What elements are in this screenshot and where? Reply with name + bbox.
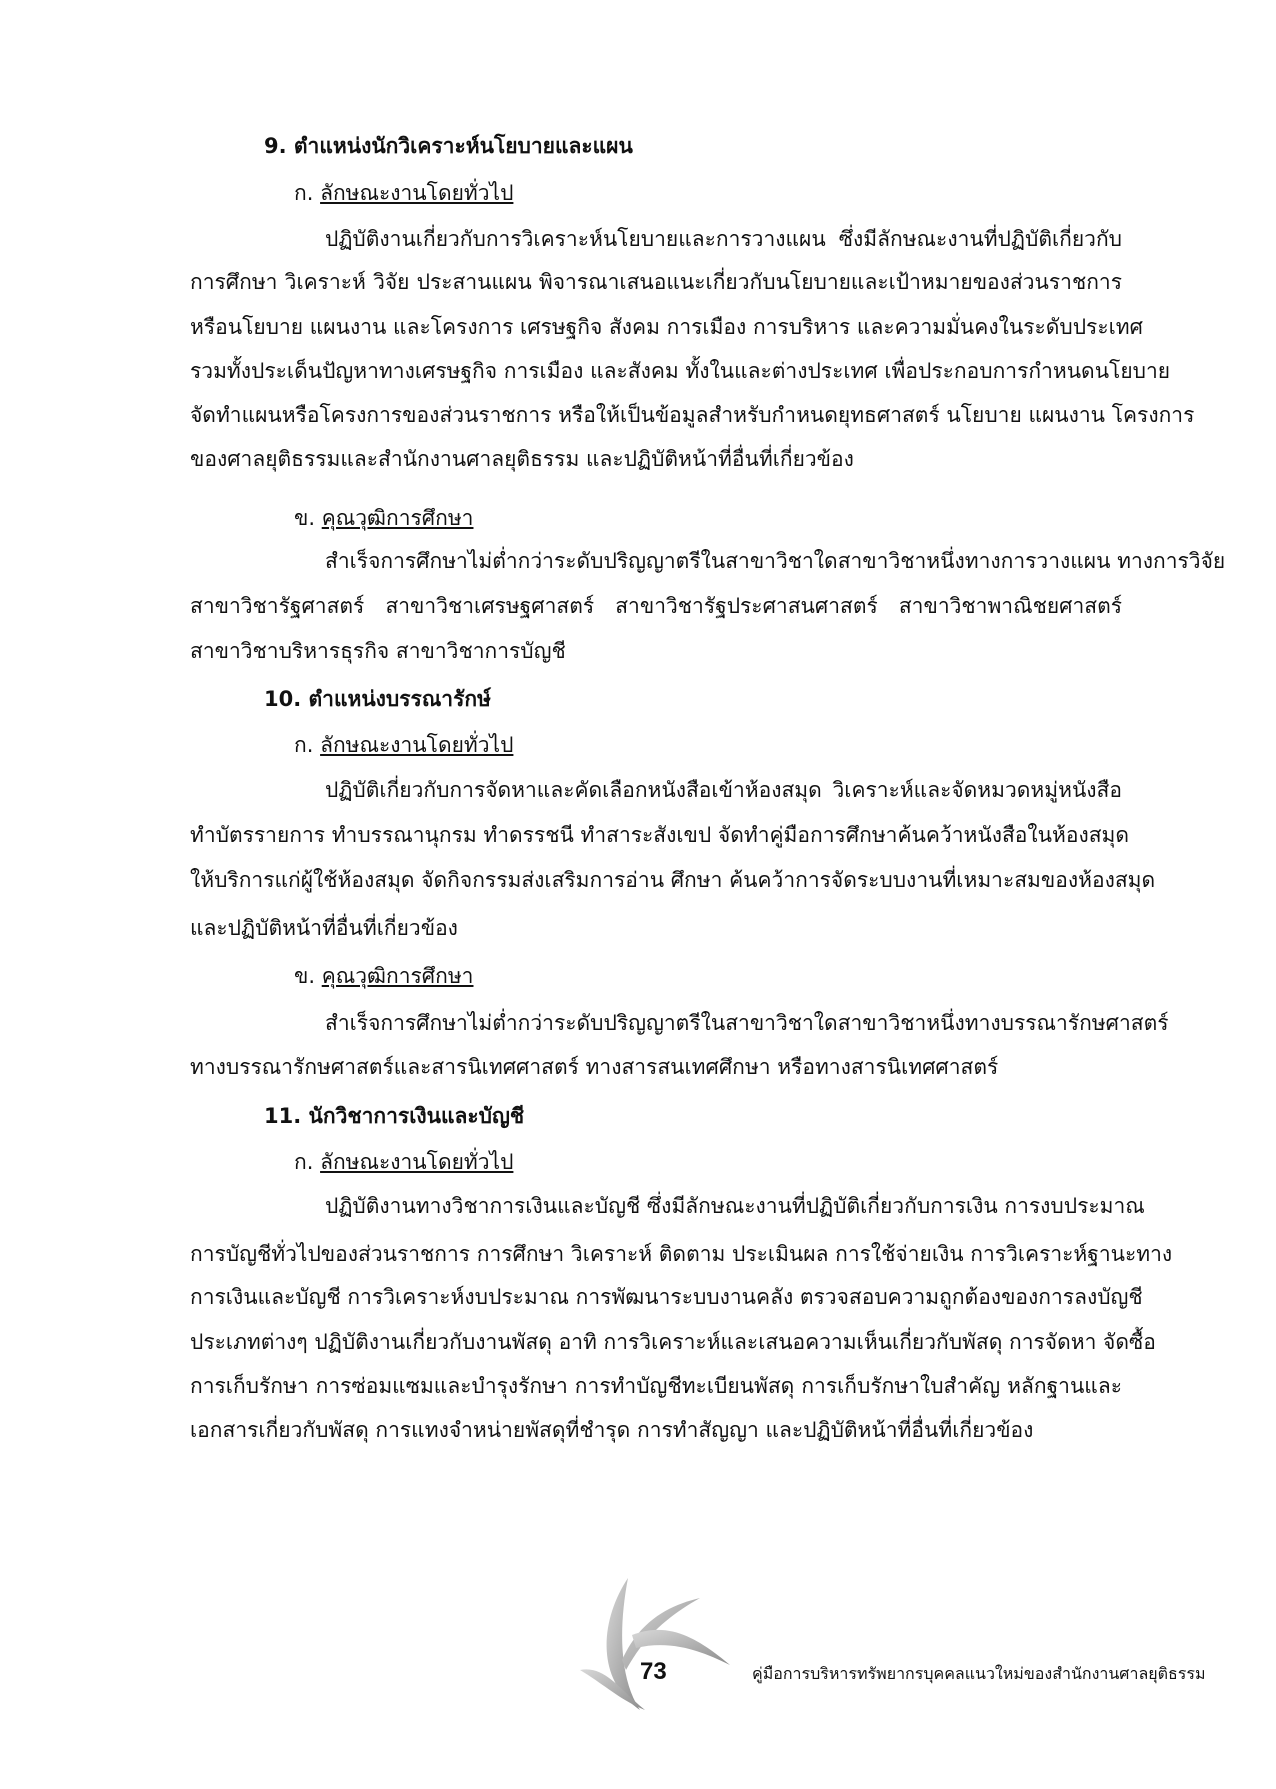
paragraph-line: สาขาวิชารัฐศาสตร์ สาขาวิชาเศรษฐศาสตร์ สาขาวิชารัฐประศาสนศาสตร์ สาขาวิชาพาณิชยศาสตร์	[190, 594, 1122, 618]
swoosh-logo-icon	[560, 1560, 800, 1730]
subsection-title: ลักษณะงานโดยทั่วไป	[320, 181, 514, 205]
paragraph-line: ทางบรรณารักษศาสตร์และสารนิเทศศาสตร์ ทางสารสนเทศศึกษา หรือทางสารนิเทศศาสตร์	[190, 1055, 999, 1079]
footer-title: คู่มือการบริหารทรัพยากรบุคคลแนวใหม่ของสำนักงานศาลยุติธรรม	[752, 1664, 1206, 1683]
subsection-marker: ก.	[294, 181, 314, 205]
paragraph-line: ให้บริการแก่ผู้ใช้ห้องสมุด จัดกิจกรรมส่งเสริมการอ่าน ศึกษา ค้นคว้าการจัดระบบงานที่เหมาะสมของห้องสมุด	[190, 868, 1156, 892]
paragraph-line: หรือนโยบาย แผนงาน และโครงการ เศรษฐกิจ สังคม การเมือง การบริหาร และความมั่นคงในระดับประเทศ	[190, 315, 1143, 339]
subsection-title: คุณวุฒิการศึกษา	[321, 964, 474, 988]
paragraph-line: สำเร็จการศึกษาไม่ต่ำกว่าระดับปริญญาตรีในสาขาวิชาใดสาขาวิชาหนึ่งทางการวางแผน ทางการวิจัย	[325, 549, 1226, 573]
subsection-heading	[294, 178, 513, 208]
subsection-heading	[294, 503, 473, 533]
paragraph-line: สำเร็จการศึกษาไม่ต่ำกว่าระดับปริญญาตรีในสาขาวิชาใดสาขาวิชาหนึ่งทางบรรณารักษศาสตร์	[325, 1011, 1169, 1035]
paragraph-line: การบัญชีทั่วไปของส่วนราชการ การศึกษา วิเคราะห์ ติดตาม ประเมินผล การใช้จ่ายเงิน การวิเคราะห์ฐานะทาง	[190, 1242, 1173, 1266]
page-number: 73	[640, 1658, 667, 1685]
subsection-title: ลักษณะงานโดยทั่วไป	[320, 733, 514, 757]
paragraph-line: และปฏิบัติหน้าที่อื่นที่เกี่ยวข้อง	[190, 916, 458, 940]
subsection-title: คุณวุฒิการศึกษา	[321, 506, 474, 530]
paragraph-line: การเงินและบัญชี การวิเคราะห์งบประมาณ การพัฒนาระบบงานคลัง ตรวจสอบความถูกต้องของการลงบัญชี	[190, 1285, 1143, 1309]
section-heading: 11. นักวิชาการเงินและบัญชี	[264, 1104, 525, 1128]
paragraph-line: ปฏิบัติงานทางวิชาการเงินและบัญชี ซึ่งมีลักษณะงานที่ปฏิบัติเกี่ยวกับการเงิน การงบประมาณ	[325, 1194, 1145, 1218]
paragraph-line: ของศาลยุติธรรมและสำนักงานศาลยุติธรรม และปฏิบัติหน้าที่อื่นที่เกี่ยวข้อง	[190, 447, 854, 471]
paragraph-line: รวมทั้งประเด็นปัญหาทางเศรษฐกิจ การเมือง และสังคม ทั้งในและต่างประเทศ เพื่อประกอบการกำหนดนโยบาย	[190, 359, 1171, 383]
subsection-marker: ก.	[294, 1150, 314, 1174]
paragraph-line: สาขาวิชาบริหารธุรกิจ สาขาวิชาการบัญชี	[190, 639, 566, 663]
paragraph-line: ประเภทต่างๆ ปฏิบัติงานเกี่ยวกับงานพัสดุ อาทิ การวิเคราะห์และเสนอความเห็นเกี่ยวกับพัสดุ การจัดหา จัดซื้อ	[190, 1330, 1156, 1354]
subsection-title: ลักษณะงานโดยทั่วไป	[320, 1150, 514, 1174]
paragraph-line: การศึกษา วิเคราะห์ วิจัย ประสานแผน พิจารณาเสนอแนะเกี่ยวกับนโยบายและเป้าหมายของส่วนราชการ	[190, 270, 1122, 294]
subsection-marker: ข.	[294, 506, 316, 530]
paragraph-line: เอกสารเกี่ยวกับพัสดุ การแทงจำหน่ายพัสดุที่ชำรุด การทำสัญญา และปฏิบัติหน้าที่อื่นที่เกี่ยวข้อง	[190, 1418, 1034, 1442]
paragraph-line: ปฏิบัติเกี่ยวกับการจัดหาและคัดเลือกหนังสือเข้าห้องสมุด วิเคราะห์และจัดหมวดหมู่หนังสือ	[325, 778, 1122, 802]
paragraph-line: ปฏิบัติงานเกี่ยวกับการวิเคราะห์นโยบายและการวางแผน ซึ่งมีลักษณะงานที่ปฏิบัติเกี่ยวกับ	[325, 227, 1122, 251]
subsection-heading	[294, 961, 473, 991]
section-heading: 9. ตำแหน่งนักวิเคราะห์นโยบายและแผน	[264, 134, 633, 158]
paragraph-line: ทำบัตรรายการ ทำบรรณานุกรม ทำดรรชนี ทำสาระสังเขป จัดทำคู่มือการศึกษาค้นคว้าหนังสือในห้องสมุด	[190, 823, 1129, 847]
section-heading: 10. ตำแหน่งบรรณารักษ์	[264, 687, 491, 711]
paragraph-line: การเก็บรักษา การซ่อมแซมและบำรุงรักษา การทำบัญชีทะเบียนพัสดุ การเก็บรักษาใบสำคัญ หลักฐานและ	[190, 1374, 1122, 1398]
subsection-heading	[294, 730, 513, 760]
subsection-marker: ก.	[294, 733, 314, 757]
subsection-marker: ข.	[294, 964, 316, 988]
subsection-heading	[294, 1147, 513, 1177]
paragraph-line: จัดทำแผนหรือโครงการของส่วนราชการ หรือให้เป็นข้อมูลสำหรับกำหนดยุทธศาสตร์ นโยบาย แผนงาน โครงการ	[190, 403, 1195, 427]
